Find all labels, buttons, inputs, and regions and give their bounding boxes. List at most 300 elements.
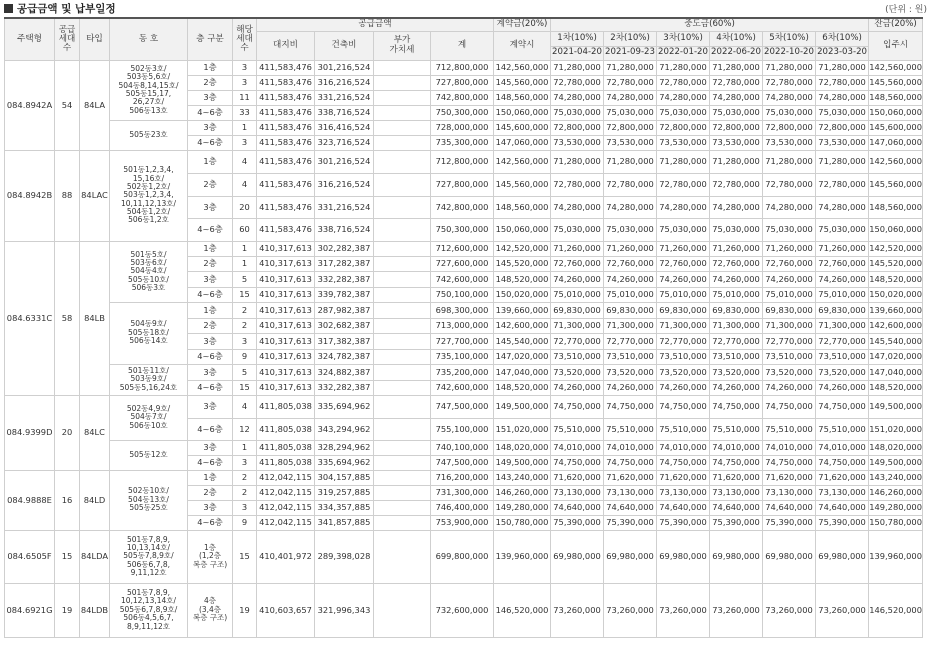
header-installment-1: 1차(10%) [551, 31, 604, 46]
installment-1-cell: 75,010,000 [551, 287, 604, 302]
installment-6-cell: 73,130,000 [816, 485, 869, 500]
building-cost-cell: 335,694,962 [315, 455, 374, 470]
installment-5-cell: 73,520,000 [763, 364, 816, 380]
balance-cell: 146,260,000 [869, 485, 923, 500]
installment-6-cell: 74,750,000 [816, 395, 869, 418]
installment-4-cell: 73,510,000 [710, 349, 763, 364]
balance-cell: 149,500,000 [869, 455, 923, 470]
header-middle-group: 중도금(60%) [551, 18, 869, 31]
building-cost-cell: 317,382,387 [315, 333, 374, 349]
type-code-cell: 84LDB [80, 583, 110, 637]
installment-1-cell: 72,780,000 [551, 173, 604, 196]
land-cost-cell: 412,042,115 [257, 515, 315, 530]
installment-1-cell: 71,620,000 [551, 470, 604, 485]
unit-count-cell: 3 [233, 455, 257, 470]
installment-3-cell: 75,010,000 [657, 287, 710, 302]
installment-2-cell: 75,390,000 [604, 515, 657, 530]
total-cell: 735,300,000 [431, 135, 494, 150]
installment-5-cell: 72,780,000 [763, 173, 816, 196]
header-deposit: 계약시 [494, 31, 551, 60]
header-balance: 입주시 [869, 31, 923, 60]
balance-cell: 150,780,000 [869, 515, 923, 530]
unit-count-cell: 2 [233, 318, 257, 333]
total-cell: 755,100,000 [431, 418, 494, 440]
supply-units-cell: 54 [55, 60, 80, 150]
installment-3-cell: 71,280,000 [657, 150, 710, 173]
supply-units-cell: 88 [55, 150, 80, 241]
installment-2-cell: 71,280,000 [604, 150, 657, 173]
installment-5-cell: 74,010,000 [763, 440, 816, 455]
installment-4-cell: 73,260,000 [710, 583, 763, 637]
installment-5-cell: 74,750,000 [763, 395, 816, 418]
header-vat: 부가 가치세 [374, 31, 431, 60]
installment-6-cell: 72,780,000 [816, 75, 869, 90]
unit-count-cell: 15 [233, 530, 257, 583]
total-cell: 735,100,000 [431, 349, 494, 364]
header-units: 공급 세대 수 [55, 18, 80, 60]
floor-cell: 2층 [188, 485, 233, 500]
installment-6-cell: 73,260,000 [816, 583, 869, 637]
supply-units-cell: 16 [55, 470, 80, 530]
unit-count-cell: 11 [233, 90, 257, 105]
balance-cell: 151,020,000 [869, 418, 923, 440]
vat-cell [374, 218, 431, 241]
unit-count-cell: 60 [233, 218, 257, 241]
type-code-cell: 84LC [80, 395, 110, 470]
vat-cell [374, 241, 431, 256]
floor-cell: 3층 [188, 333, 233, 349]
building-cost-cell: 323,716,524 [315, 135, 374, 150]
installment-3-cell: 73,510,000 [657, 349, 710, 364]
table-row [5, 583, 923, 637]
dong-ho-cell: 501동11호/ 503동9호/ 505동5,16,24호 [110, 364, 188, 395]
installment-4-cell: 71,620,000 [710, 470, 763, 485]
table-row [5, 150, 923, 173]
vat-cell [374, 418, 431, 440]
floor-cell: 4층 (3,4층 복층 구조) [188, 583, 233, 637]
installment-1-cell: 74,260,000 [551, 380, 604, 395]
installment-6-cell: 74,640,000 [816, 500, 869, 515]
installment-5-cell: 71,300,000 [763, 318, 816, 333]
deposit-cell: 145,600,000 [494, 120, 551, 135]
installment-3-cell: 72,800,000 [657, 120, 710, 135]
total-cell: 727,800,000 [431, 173, 494, 196]
table-body [5, 60, 923, 637]
page-title-text: 공급금액 및 납부일정 [17, 3, 116, 15]
balance-cell: 145,600,000 [869, 120, 923, 135]
installment-6-cell: 72,770,000 [816, 333, 869, 349]
installment-3-cell: 73,520,000 [657, 364, 710, 380]
installment-2-cell: 74,260,000 [604, 271, 657, 287]
unit-label: (단위 : 원) [885, 5, 927, 15]
installment-5-cell: 74,260,000 [763, 380, 816, 395]
installment-1-cell: 75,030,000 [551, 105, 604, 120]
installment-4-cell: 72,800,000 [710, 120, 763, 135]
header-supply: 공급금액 [257, 18, 494, 31]
balance-cell: 148,020,000 [869, 440, 923, 455]
installment-3-cell: 73,260,000 [657, 583, 710, 637]
total-cell: 735,200,000 [431, 364, 494, 380]
balance-cell: 142,560,000 [869, 60, 923, 75]
table-header [5, 18, 923, 60]
vat-cell [374, 120, 431, 135]
header-type: 주택형 [5, 18, 55, 60]
total-cell: 731,300,000 [431, 485, 494, 500]
deposit-cell: 149,500,000 [494, 395, 551, 418]
header-installment-4: 4차(10%) [710, 31, 763, 46]
installment-5-cell: 69,980,000 [763, 530, 816, 583]
building-cost-cell: 301,216,524 [315, 60, 374, 75]
deposit-cell: 142,520,000 [494, 241, 551, 256]
land-cost-cell: 411,583,476 [257, 196, 315, 218]
square-bullet-icon [4, 4, 13, 13]
deposit-cell: 148,020,000 [494, 440, 551, 455]
installment-1-cell: 74,280,000 [551, 196, 604, 218]
total-cell: 728,000,000 [431, 120, 494, 135]
building-cost-cell: 316,216,524 [315, 173, 374, 196]
vat-cell [374, 196, 431, 218]
installment-6-cell: 72,760,000 [816, 256, 869, 271]
total-cell: 742,800,000 [431, 90, 494, 105]
building-cost-cell: 287,982,387 [315, 302, 374, 318]
land-cost-cell: 410,317,613 [257, 271, 315, 287]
installment-3-cell: 72,770,000 [657, 333, 710, 349]
header-installment-5: 5차(10%) [763, 31, 816, 46]
building-cost-cell: 331,216,524 [315, 196, 374, 218]
installment-5-cell: 72,800,000 [763, 120, 816, 135]
floor-cell: 2층 [188, 173, 233, 196]
installment-4-cell: 74,280,000 [710, 196, 763, 218]
installment-1-cell: 73,530,000 [551, 135, 604, 150]
building-cost-cell: 324,882,387 [315, 364, 374, 380]
unit-count-cell: 15 [233, 287, 257, 302]
land-cost-cell: 411,583,476 [257, 218, 315, 241]
unit-count-cell: 33 [233, 105, 257, 120]
unit-count-cell: 4 [233, 173, 257, 196]
balance-cell: 139,660,000 [869, 302, 923, 318]
deposit-cell: 146,520,000 [494, 583, 551, 637]
vat-cell [374, 395, 431, 418]
deposit-cell: 151,020,000 [494, 418, 551, 440]
installment-3-cell: 69,830,000 [657, 302, 710, 318]
installment-4-cell: 71,280,000 [710, 150, 763, 173]
installment-5-cell: 73,260,000 [763, 583, 816, 637]
table-row [5, 60, 923, 75]
installment-3-cell: 75,390,000 [657, 515, 710, 530]
header-balance-group: 잔금(20%) [869, 18, 923, 31]
installment-3-cell: 74,750,000 [657, 455, 710, 470]
installment-6-cell: 73,520,000 [816, 364, 869, 380]
unit-count-cell: 1 [233, 241, 257, 256]
installment-2-cell: 75,030,000 [604, 218, 657, 241]
unit-count-cell: 4 [233, 150, 257, 173]
land-cost-cell: 412,042,115 [257, 485, 315, 500]
installment-2-cell: 74,280,000 [604, 196, 657, 218]
balance-cell: 145,560,000 [869, 173, 923, 196]
deposit-cell: 150,060,000 [494, 218, 551, 241]
balance-cell: 150,060,000 [869, 105, 923, 120]
installment-1-cell: 75,030,000 [551, 218, 604, 241]
installment-2-cell: 72,770,000 [604, 333, 657, 349]
building-cost-cell: 335,694,962 [315, 395, 374, 418]
installment-4-cell: 74,260,000 [710, 271, 763, 287]
installment-3-cell: 72,760,000 [657, 256, 710, 271]
installment-5-cell: 72,770,000 [763, 333, 816, 349]
land-cost-cell: 411,583,476 [257, 120, 315, 135]
installment-5-cell: 75,030,000 [763, 218, 816, 241]
land-cost-cell: 410,603,657 [257, 583, 315, 637]
floor-cell: 1층 [188, 150, 233, 173]
land-cost-cell: 410,317,613 [257, 318, 315, 333]
land-cost-cell: 411,805,038 [257, 395, 315, 418]
total-cell: 742,800,000 [431, 196, 494, 218]
floor-cell: 3층 [188, 364, 233, 380]
unit-count-cell: 3 [233, 333, 257, 349]
dong-ho-cell: 501동7,8,9, 10,12,13,14호/ 505동6,7,8,9호/ 506동4,5,6,7, 8,9,11,12호 [110, 583, 188, 637]
header-total: 계 [431, 31, 494, 60]
land-cost-cell: 410,317,613 [257, 333, 315, 349]
building-cost-cell: 334,357,885 [315, 500, 374, 515]
installment-2-cell: 75,510,000 [604, 418, 657, 440]
header-installment-3: 3차(10%) [657, 31, 710, 46]
installment-2-cell: 72,780,000 [604, 75, 657, 90]
installment-1-cell: 75,390,000 [551, 515, 604, 530]
unit-count-cell: 2 [233, 485, 257, 500]
building-cost-cell: 338,716,524 [315, 105, 374, 120]
land-cost-cell: 410,401,972 [257, 530, 315, 583]
supply-units-cell: 20 [55, 395, 80, 470]
installment-2-cell: 71,260,000 [604, 241, 657, 256]
vat-cell [374, 318, 431, 333]
installment-4-cell: 72,770,000 [710, 333, 763, 349]
vat-cell [374, 60, 431, 75]
deposit-cell: 148,520,000 [494, 380, 551, 395]
total-cell: 698,300,000 [431, 302, 494, 318]
installment-3-cell: 74,260,000 [657, 380, 710, 395]
land-cost-cell: 410,317,613 [257, 380, 315, 395]
dong-ho-cell: 502동4,9호/ 504동7호/ 506동10호 [110, 395, 188, 440]
installment-2-cell: 72,760,000 [604, 256, 657, 271]
header-date-2: 2021-09-23 [604, 46, 657, 60]
installment-1-cell: 72,760,000 [551, 256, 604, 271]
total-cell: 712,600,000 [431, 241, 494, 256]
installment-5-cell: 75,390,000 [763, 515, 816, 530]
installment-4-cell: 75,510,000 [710, 418, 763, 440]
installment-1-cell: 74,260,000 [551, 271, 604, 287]
total-cell: 750,300,000 [431, 218, 494, 241]
header-deposit-group: 계약금(20%) [494, 18, 551, 31]
installment-6-cell: 74,260,000 [816, 271, 869, 287]
installment-6-cell: 75,010,000 [816, 287, 869, 302]
installment-4-cell: 75,030,000 [710, 105, 763, 120]
header-date-6: 2023-03-20 [816, 46, 869, 60]
building-cost-cell: 301,216,524 [315, 150, 374, 173]
floor-cell: 2층 [188, 75, 233, 90]
installment-3-cell: 71,620,000 [657, 470, 710, 485]
deposit-cell: 139,960,000 [494, 530, 551, 583]
installment-3-cell: 72,780,000 [657, 173, 710, 196]
unit-type-cell: 084.9888E [5, 470, 55, 530]
installment-6-cell: 71,260,000 [816, 241, 869, 256]
page-title [4, 1, 116, 16]
installment-2-cell: 74,280,000 [604, 90, 657, 105]
installment-1-cell: 74,640,000 [551, 500, 604, 515]
floor-cell: 1층 [188, 241, 233, 256]
installment-2-cell: 74,010,000 [604, 440, 657, 455]
table-row [5, 241, 923, 256]
building-cost-cell: 289,398,028 [315, 530, 374, 583]
installment-1-cell: 73,520,000 [551, 364, 604, 380]
building-cost-cell: 324,782,387 [315, 349, 374, 364]
building-cost-cell: 319,257,885 [315, 485, 374, 500]
payment-schedule-table [4, 17, 923, 638]
installment-2-cell: 75,030,000 [604, 105, 657, 120]
balance-cell: 146,520,000 [869, 583, 923, 637]
deposit-cell: 149,500,000 [494, 455, 551, 470]
installment-5-cell: 74,280,000 [763, 196, 816, 218]
floor-cell: 3층 [188, 395, 233, 418]
building-cost-cell: 332,282,387 [315, 271, 374, 287]
dong-ho-cell: 501동5호/ 503동6호/ 504동4호/ 505동10호/ 506동3호 [110, 241, 188, 302]
installment-3-cell: 74,750,000 [657, 395, 710, 418]
installment-5-cell: 73,530,000 [763, 135, 816, 150]
installment-6-cell: 75,030,000 [816, 218, 869, 241]
land-cost-cell: 410,317,613 [257, 349, 315, 364]
installment-4-cell: 69,980,000 [710, 530, 763, 583]
installment-1-cell: 69,980,000 [551, 530, 604, 583]
vat-cell [374, 105, 431, 120]
dong-ho-cell: 505동12호 [110, 440, 188, 470]
deposit-cell: 145,540,000 [494, 333, 551, 349]
floor-cell: 1층 [188, 302, 233, 318]
floor-cell: 4~6층 [188, 515, 233, 530]
type-code-cell: 84LDA [80, 530, 110, 583]
balance-cell: 142,520,000 [869, 241, 923, 256]
balance-cell: 145,520,000 [869, 256, 923, 271]
installment-5-cell: 72,760,000 [763, 256, 816, 271]
header-dong: 동 호 [110, 18, 188, 60]
installment-4-cell: 71,260,000 [710, 241, 763, 256]
unit-count-cell: 3 [233, 75, 257, 90]
installment-2-cell: 72,800,000 [604, 120, 657, 135]
vat-cell [374, 485, 431, 500]
vat-cell [374, 75, 431, 90]
installment-5-cell: 69,830,000 [763, 302, 816, 318]
installment-6-cell: 69,980,000 [816, 530, 869, 583]
floor-cell: 4~6층 [188, 105, 233, 120]
balance-cell: 149,500,000 [869, 395, 923, 418]
installment-5-cell: 75,030,000 [763, 105, 816, 120]
installment-6-cell: 71,280,000 [816, 150, 869, 173]
building-cost-cell: 328,294,962 [315, 440, 374, 455]
total-cell: 746,400,000 [431, 500, 494, 515]
unit-count-cell: 15 [233, 380, 257, 395]
floor-cell: 2층 [188, 256, 233, 271]
land-cost-cell: 410,317,613 [257, 256, 315, 271]
installment-1-cell: 71,280,000 [551, 150, 604, 173]
balance-cell: 150,060,000 [869, 218, 923, 241]
land-cost-cell: 411,583,476 [257, 75, 315, 90]
building-cost-cell: 332,282,387 [315, 380, 374, 395]
deposit-cell: 148,560,000 [494, 90, 551, 105]
installment-3-cell: 69,980,000 [657, 530, 710, 583]
deposit-cell: 147,020,000 [494, 349, 551, 364]
balance-cell: 143,240,000 [869, 470, 923, 485]
balance-cell: 147,020,000 [869, 349, 923, 364]
installment-6-cell: 74,010,000 [816, 440, 869, 455]
deposit-cell: 149,280,000 [494, 500, 551, 515]
balance-cell: 139,960,000 [869, 530, 923, 583]
vat-cell [374, 90, 431, 105]
installment-6-cell: 75,510,000 [816, 418, 869, 440]
floor-cell: 2층 [188, 318, 233, 333]
header-date-3: 2022-01-20 [657, 46, 710, 60]
total-cell: 713,000,000 [431, 318, 494, 333]
installment-5-cell: 74,260,000 [763, 271, 816, 287]
balance-cell: 147,060,000 [869, 135, 923, 150]
table-row [5, 440, 923, 455]
balance-cell: 142,560,000 [869, 150, 923, 173]
type-code-cell: 84LAC [80, 150, 110, 241]
supply-units-cell: 19 [55, 583, 80, 637]
dong-ho-cell: 505동23호 [110, 120, 188, 150]
header-date-4: 2022-06-20 [710, 46, 763, 60]
installment-4-cell: 74,260,000 [710, 380, 763, 395]
floor-cell: 3층 [188, 90, 233, 105]
vat-cell [374, 271, 431, 287]
deposit-cell: 150,780,000 [494, 515, 551, 530]
floor-cell: 4~6층 [188, 287, 233, 302]
vat-cell [374, 583, 431, 637]
land-cost-cell: 410,317,613 [257, 302, 315, 318]
installment-6-cell: 73,530,000 [816, 135, 869, 150]
header-date-5: 2022-10-20 [763, 46, 816, 60]
building-cost-cell: 316,216,524 [315, 75, 374, 90]
vat-cell [374, 515, 431, 530]
supply-units-cell: 15 [55, 530, 80, 583]
header-installment-6: 6차(10%) [816, 31, 869, 46]
table-row [5, 530, 923, 583]
total-cell: 750,300,000 [431, 105, 494, 120]
unit-count-cell: 1 [233, 440, 257, 455]
unit-count-cell: 12 [233, 418, 257, 440]
installment-4-cell: 72,760,000 [710, 256, 763, 271]
vat-cell [374, 287, 431, 302]
installment-3-cell: 74,260,000 [657, 271, 710, 287]
installment-1-cell: 69,830,000 [551, 302, 604, 318]
building-cost-cell: 317,282,387 [315, 256, 374, 271]
balance-cell: 148,520,000 [869, 271, 923, 287]
installment-2-cell: 69,980,000 [604, 530, 657, 583]
total-cell: 727,800,000 [431, 75, 494, 90]
vat-cell [374, 173, 431, 196]
balance-cell: 142,600,000 [869, 318, 923, 333]
supply-units-cell: 58 [55, 241, 80, 395]
installment-3-cell: 74,280,000 [657, 196, 710, 218]
installment-4-cell: 73,130,000 [710, 485, 763, 500]
building-cost-cell: 304,157,885 [315, 470, 374, 485]
total-cell: 747,500,000 [431, 455, 494, 470]
installment-3-cell: 74,280,000 [657, 90, 710, 105]
unit-count-cell: 3 [233, 60, 257, 75]
balance-cell: 150,020,000 [869, 287, 923, 302]
installment-4-cell: 75,030,000 [710, 218, 763, 241]
installment-2-cell: 71,280,000 [604, 60, 657, 75]
deposit-cell: 147,040,000 [494, 364, 551, 380]
deposit-cell: 148,520,000 [494, 271, 551, 287]
installment-5-cell: 71,280,000 [763, 60, 816, 75]
dong-ho-cell: 502동3호/ 503동5,6호/ 504동8,14,15호/ 505동15,17, 26,27호/ 506동13호 [110, 60, 188, 120]
